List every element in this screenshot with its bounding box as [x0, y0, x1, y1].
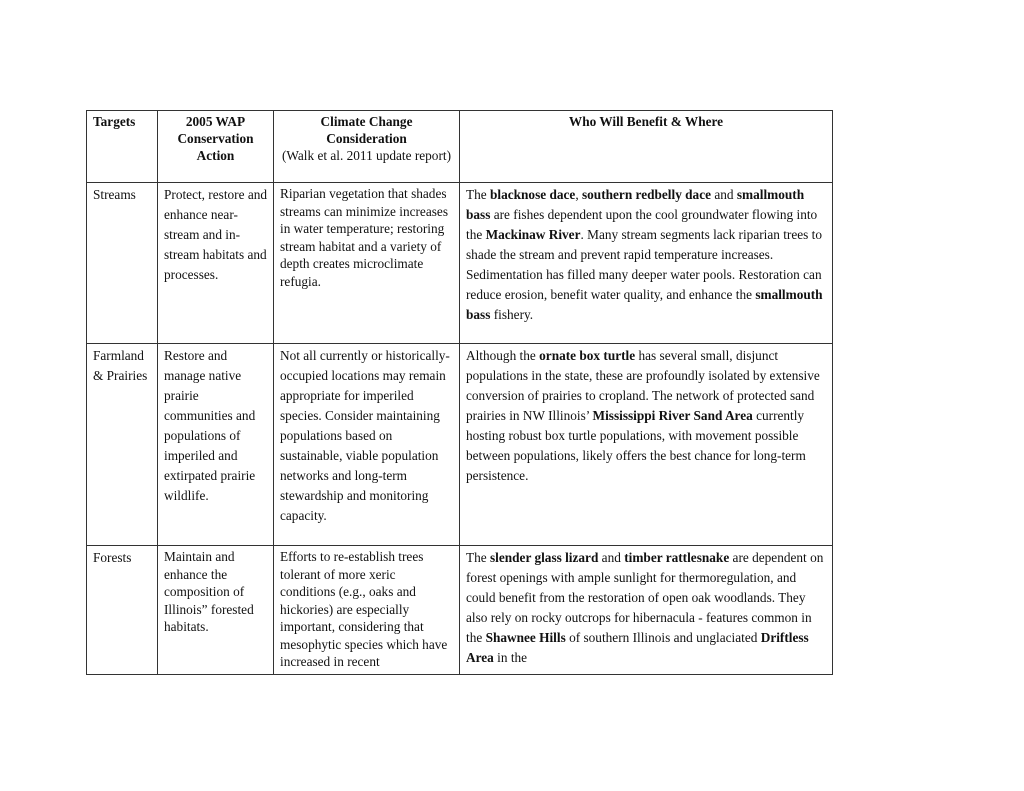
species-or-place-name: smallmouth bass — [466, 187, 805, 222]
header-climate — [274, 111, 460, 183]
target-cell: Streams — [87, 183, 158, 344]
target-cell: Forests — [87, 546, 158, 675]
species-or-place-name: timber rattlesnake — [624, 550, 730, 565]
header-climate-subtitle: (Walk et al. 2011 update report) — [281, 148, 451, 163]
species-or-place-name: ornate box turtle — [539, 348, 636, 363]
species-or-place-name: blacknose dace — [490, 187, 576, 202]
action-cell: Maintain and enhance the composition of Illinois” forested habitats. — [158, 546, 274, 675]
header-targets: Targets — [87, 111, 158, 183]
action-cell: Restore and manage native prairie communities and populations of imperiled and extirpated prairie wildlife. — [158, 344, 274, 546]
species-or-place-name: slender glass lizard — [490, 550, 599, 565]
header-climate-title: Climate Change Consideration — [320, 114, 413, 146]
species-or-place-name: Shawnee Hills — [485, 630, 566, 645]
climate-cell: Efforts to re-establish trees tolerant of more xeric conditions (e.g., oaks and hickories) are especially important, considering that mesophytic species which have increased in recent — [274, 546, 460, 675]
benefit-cell: The slender glass lizard and timber rattlesnake are dependent on forest openings with ample sunlight for thermoregulation, and could benefit from the restoration of open oak woodlands. They also rely on rocky outcrops for hibernacula - features common in the Shawnee Hills of southern Illinois and unglaciated Driftless Area in the — [460, 546, 833, 675]
species-or-place-name: Mackinaw River — [485, 227, 581, 242]
table-row — [87, 344, 833, 546]
species-or-place-name: Driftless Area — [466, 630, 809, 665]
species-or-place-name: smallmouth bass — [466, 287, 823, 322]
header-action: 2005 WAP Conservation Action — [158, 111, 274, 183]
benefit-cell: Although the ornate box turtle has several small, disjunct populations in the state, these are profoundly isolated by extensive conversion of prairies to cropland. The network of protected sand prairies in NW Illinois’ Mississippi River Sand Area currently hosting robust box turtle populations, with movement possible between populations, likely offers the best chance for long-term persistence. — [460, 344, 833, 546]
species-or-place-name: Mississippi River Sand Area — [592, 408, 753, 423]
climate-cell: Not all currently or historically-occupied locations may remain appropriate for imperiled species. Consider maintaining populations based on sustainable, viable population networks and long-term stewardship and monitoring capacity. — [274, 344, 460, 546]
conservation-table — [86, 110, 833, 675]
table-header-row — [87, 111, 833, 183]
target-cell: Farmland & Prairies — [87, 344, 158, 546]
benefit-cell: The blacknose dace, southern redbelly dace and smallmouth bass are fishes dependent upon the cool groundwater flowing into the Mackinaw River. Many stream segments lack riparian trees to shade the stream and prevent rapid temperature increases. Sedimentation has filled many deeper water pools. Restoration can reduce erosion, benefit water quality, and enhance the smallmouth bass fishery. — [460, 183, 833, 344]
table-row — [87, 546, 833, 675]
climate-cell: Riparian vegetation that shades streams can minimize increases in water temperature; restoring stream habitat and a variety of depth creates microclimate refugia. — [274, 183, 460, 344]
header-benefit: Who Will Benefit & Where — [460, 111, 833, 183]
species-or-place-name: southern redbelly dace — [581, 187, 712, 202]
table-row — [87, 183, 833, 344]
action-cell: Protect, restore and enhance near-stream and in-stream habitats and processes. — [158, 183, 274, 344]
